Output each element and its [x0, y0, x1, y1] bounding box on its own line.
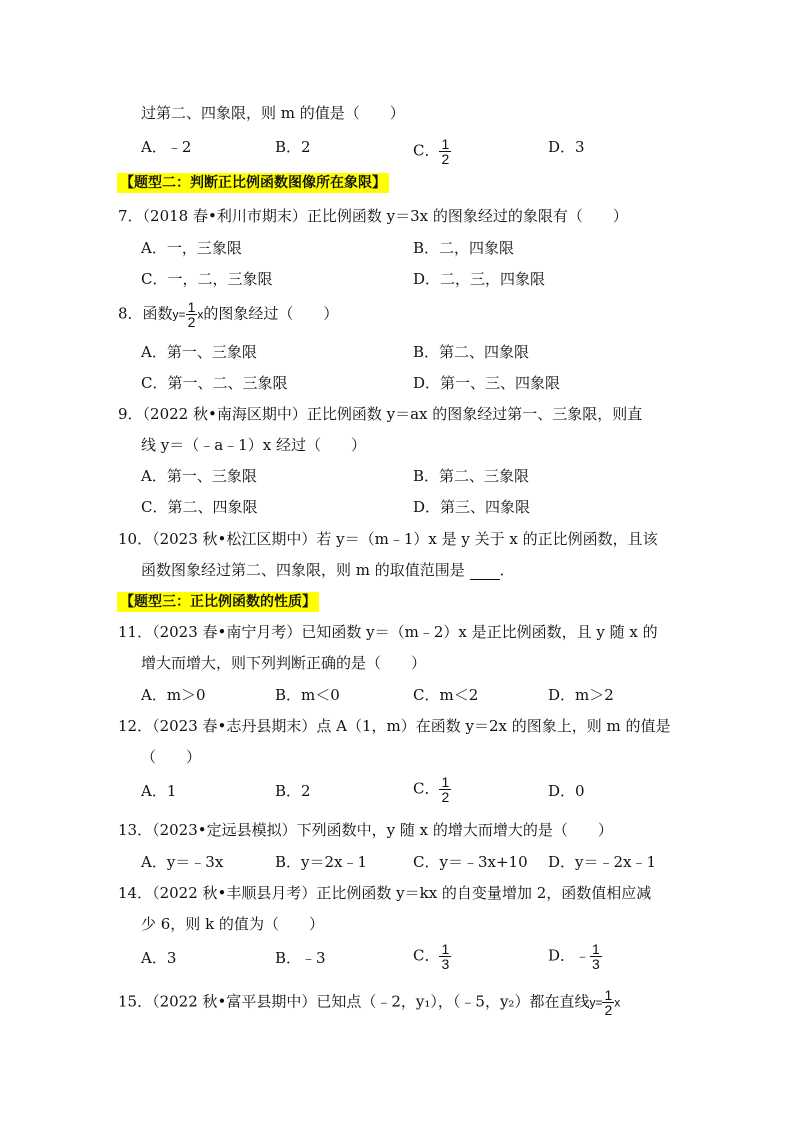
question-9: 9．（2022 秋•南海区期中）正比例函数 y＝ax 的图象经过第一、三象限，则直	[118, 405, 643, 423]
question-11: 11．（2023 春•南宁月考）已知函数 y＝（m﹣2）x 是正比例函数，且 y 随 x 的	[118, 623, 658, 641]
option-a: A．3	[141, 949, 177, 967]
option-a: A．y＝﹣3x	[141, 853, 224, 871]
option-d: D．第三、四象限	[413, 498, 531, 516]
option-c: C．y＝﹣3x+10	[413, 853, 528, 871]
answer-blank[interactable]	[470, 565, 500, 580]
question-12: 12．（2023 春•志丹县期末）点 A（1，m）在函数 y＝2x 的图象上，则 m 的值是	[118, 717, 671, 735]
option-b: B．2	[275, 782, 311, 800]
option-a: A．m＞0	[141, 686, 206, 704]
option-d: D．第一、三、四象限	[413, 374, 561, 392]
option-b: B．第二、三象限	[413, 467, 530, 485]
option-b: B．第二、四象限	[413, 343, 530, 361]
question-10: 10．（2023 秋•松江区期中）若 y＝（m﹣1）x 是 y 关于 x 的正比例函数，且该	[118, 530, 658, 548]
section-heading-type-2: 【题型二：判断正比例函数图像所在象限】	[117, 173, 389, 193]
fraction: $\frac{1}{2}$	[441, 774, 450, 805]
option-c: C． $\frac{1}{2}$	[413, 774, 450, 805]
question-11-cont: 增大而增大，则下列判断正确的是（ ）	[141, 654, 427, 672]
option-c: C． $\frac{1}{2}$	[413, 136, 450, 167]
option-b: B．2	[275, 138, 311, 156]
question-6-line: 过第二、四象限，则 m 的值是（ ）	[141, 104, 405, 122]
question-13: 13．（2023•定远县模拟）下列函数中，y 随 x 的增大而增大的是（ ）	[118, 821, 613, 839]
option-a: A．第一、三象限	[141, 467, 257, 485]
option-a: A．第一、三象限	[141, 343, 257, 361]
option-c: C．m＜2	[413, 686, 479, 704]
option-c: C．第二、四象限	[141, 498, 258, 516]
option-d: D．m＞2	[548, 686, 614, 704]
option-c: C．第一、二、三象限	[141, 374, 288, 392]
option-a: A．﹣2	[141, 138, 192, 156]
option-c: C．一，二，三象限	[141, 270, 273, 288]
fraction: $\frac{1}{3}$	[592, 941, 600, 972]
option-b: B．y＝2x﹣1	[275, 853, 368, 871]
option-d: D．﹣ $\frac{1}{3}$	[548, 941, 600, 972]
option-a: A．一，三象限	[141, 239, 242, 257]
fraction: $\frac{1}{2}$	[187, 299, 196, 330]
question-8: 8．函数y= $\frac{1}{2}$ x的图象经过（ ）	[118, 299, 339, 330]
option-d: D．3	[548, 138, 585, 156]
option-d: D．二，三，四象限	[413, 270, 546, 288]
section-heading-type-3: 【题型三：正比例函数的性质】	[117, 592, 319, 612]
option-b: B．m＜0	[275, 686, 340, 704]
question-10-cont: 函数图象经过第二、四象限，则 m 的取值范围是 ．	[141, 561, 515, 579]
question-7: 7．（2018 春•利川市期末）正比例函数 y＝3x 的图象经过的象限有（ ）	[118, 207, 628, 225]
question-15: 15．（2022 秋•富平县期中）已知点（﹣2，y₁），（﹣5，y₂）都在直线y= $\frac{1}{2}$ x	[118, 987, 621, 1018]
question-9-cont: 线 y＝（﹣a﹣1）x 经过（ ）	[141, 436, 366, 454]
fraction: $\frac{1}{3}$	[441, 941, 450, 972]
fraction: $\frac{1}{2}$	[604, 987, 613, 1018]
option-d: D．y＝﹣2x﹣1	[548, 853, 657, 871]
question-12-cont: （ ）	[141, 748, 202, 766]
option-c: C． $\frac{1}{3}$	[413, 941, 450, 972]
option-d: D．0	[548, 782, 585, 800]
fraction: $\frac{1}{2}$	[441, 136, 450, 167]
option-b: B．二，四象限	[413, 239, 515, 257]
option-b: B．﹣3	[275, 949, 326, 967]
question-14-cont: 少 6，则 k 的值为（ ）	[141, 915, 324, 933]
question-14: 14．（2022 秋•丰顺县月考）正比例函数 y＝kx 的自变量增加 2，函数值相应减	[118, 884, 652, 902]
option-a: A．1	[141, 782, 177, 800]
